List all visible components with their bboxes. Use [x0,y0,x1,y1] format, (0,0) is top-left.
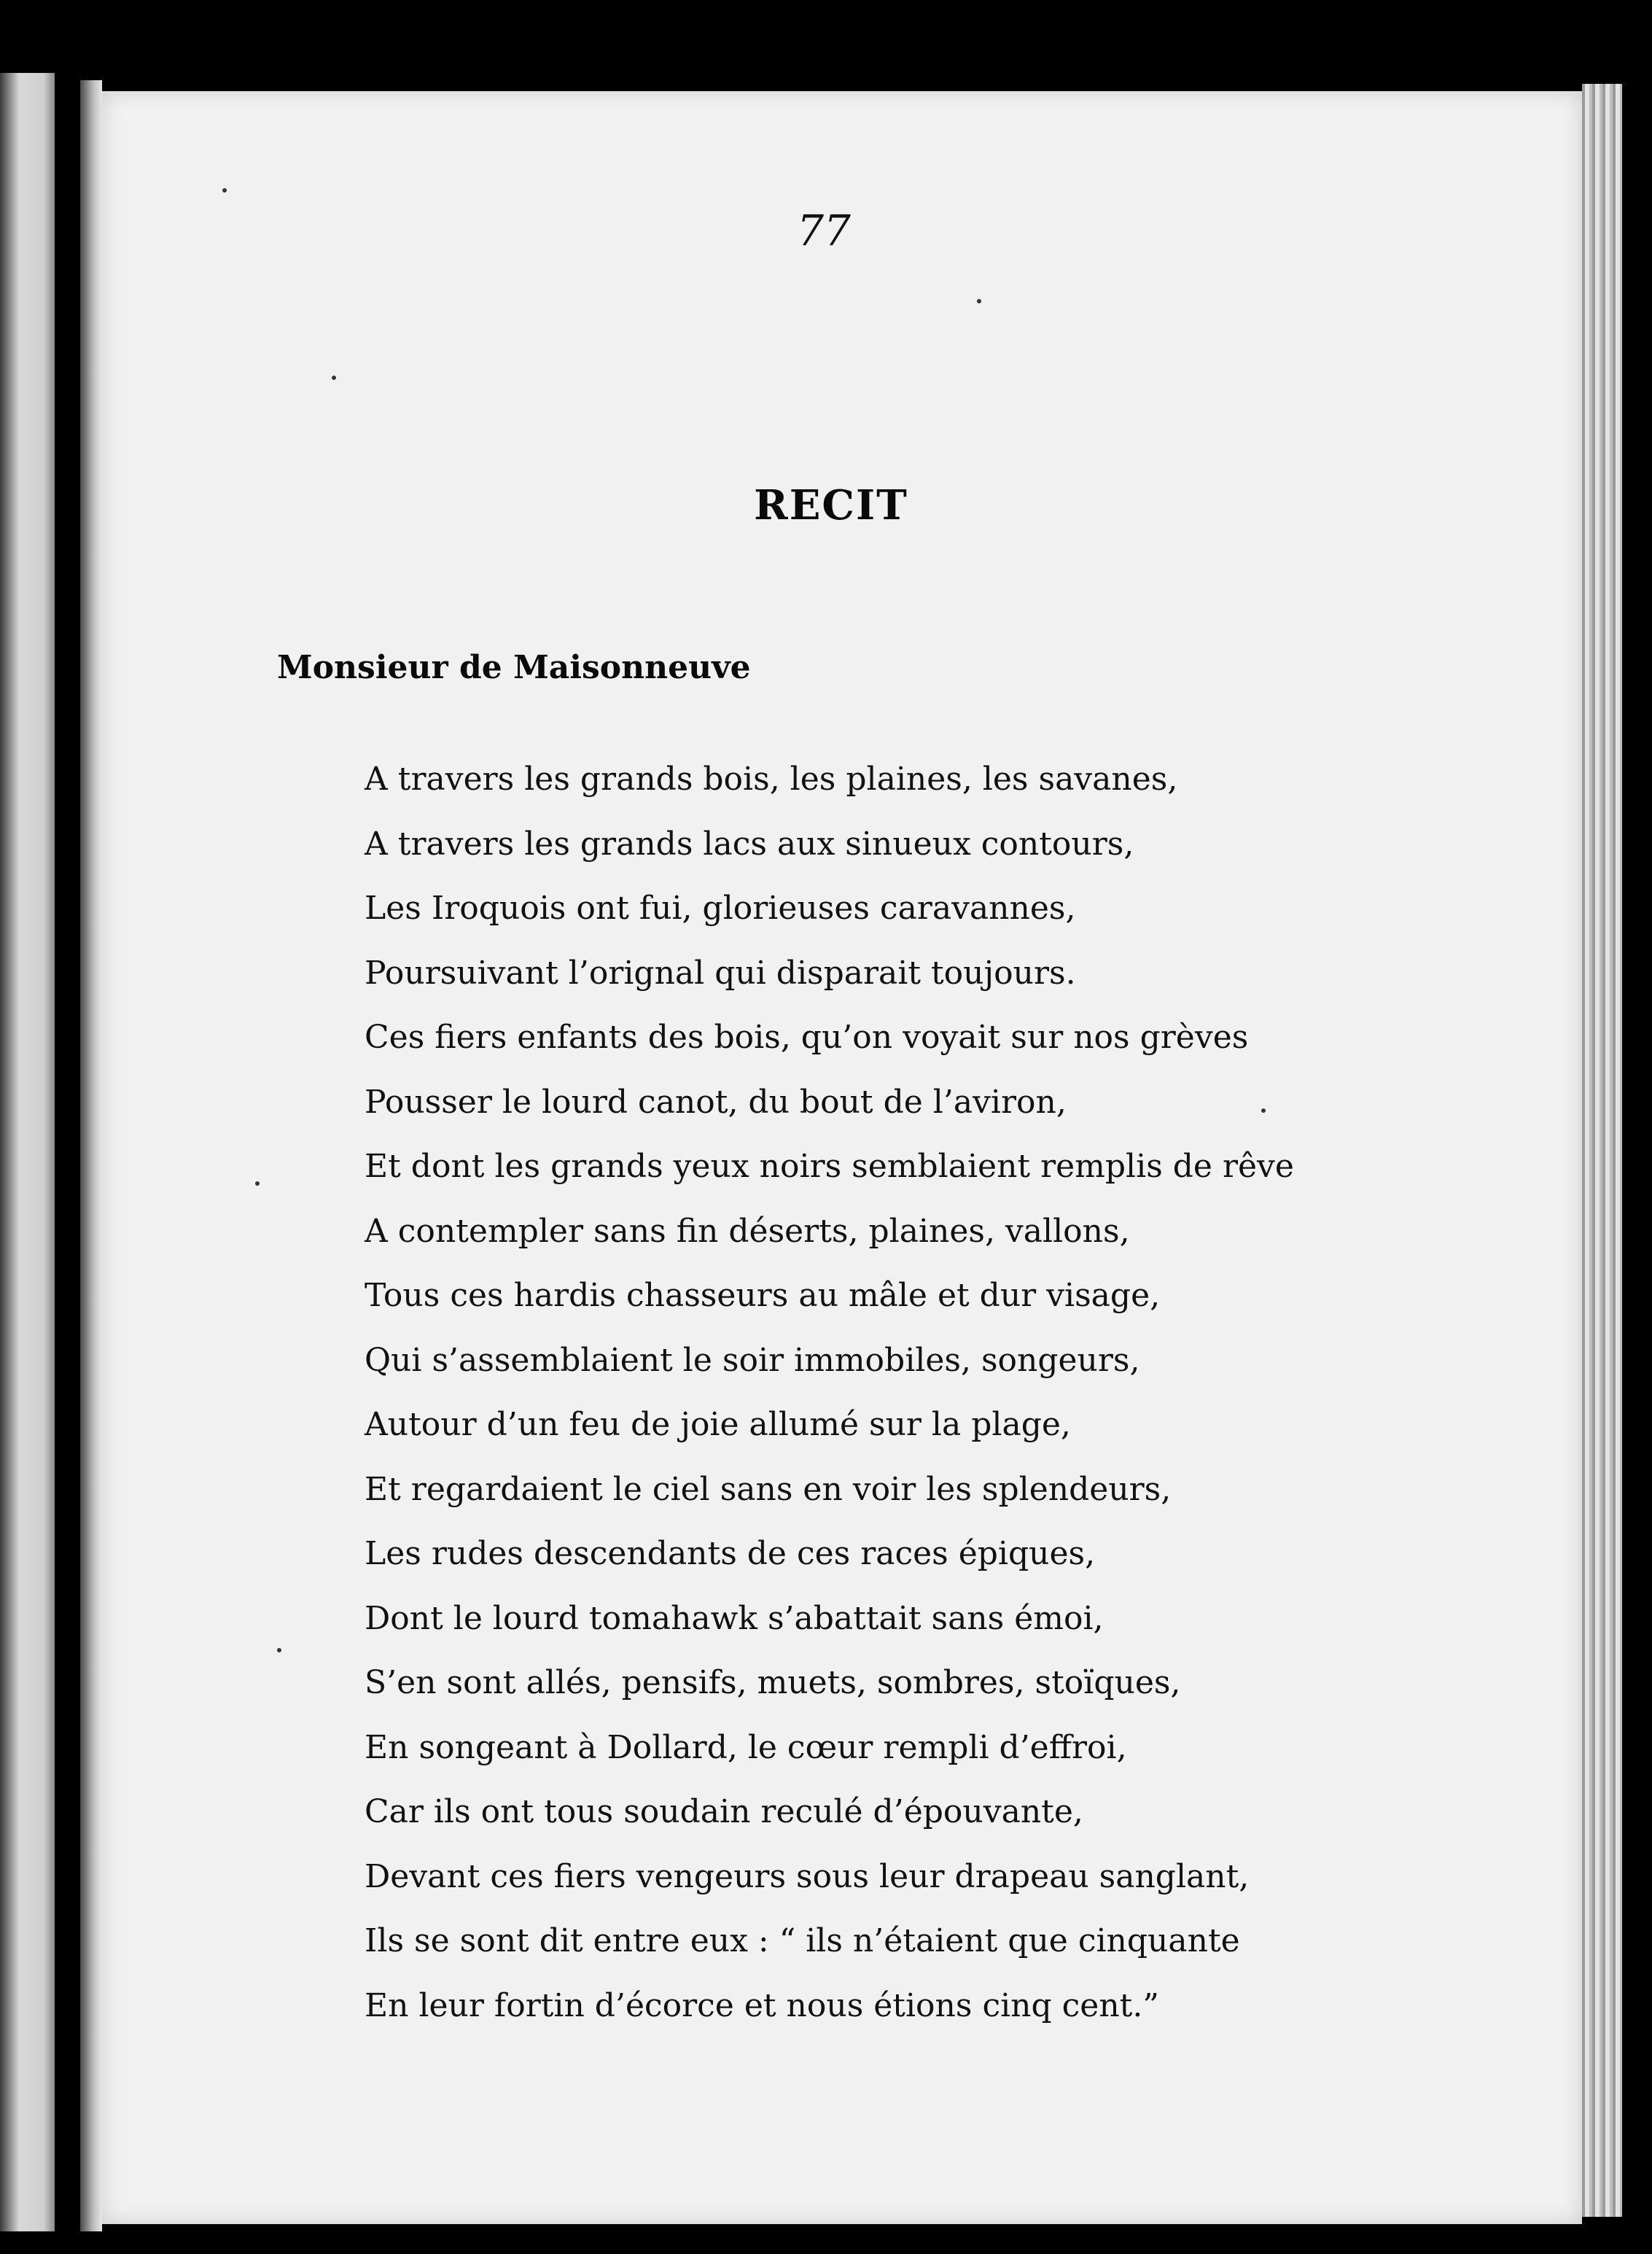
poem-line: Ils se sont dit entre eux : “ ils n’étaient que cinquante [365,1922,1240,1959]
facing-page-edge [0,73,55,2231]
poem-line: Qui s’assemblaient le soir immobiles, songeurs, [365,1341,1140,1379]
scan-speck [977,299,981,303]
book-gutter [80,80,102,2231]
scan-speck [332,376,336,380]
poem-line: Autour d’un feu de joie allumé sur la plage, [365,1406,1071,1443]
poem-line: A travers les grands lacs aux sinueux contours, [365,825,1134,863]
poem-line: Les Iroquois ont fui, glorieuses caravannes, [365,890,1076,927]
poem-line: En leur fortin d’écorce et nous étions cinq cent.” [365,1986,1159,2024]
poem-subtitle: Monsieur de Maisonneuve [277,649,751,686]
scan-speck [222,188,227,193]
poem-line: Pousser le lourd canot, du bout de l’aviron, [365,1083,1067,1121]
scan-speck [277,1648,281,1652]
poem-line: Et regardaient le ciel sans en voir les splendeurs, [365,1470,1172,1508]
poem-line: A contempler sans fin déserts, plaines, vallons, [365,1212,1130,1250]
scan-speck [1261,1108,1266,1113]
poem-line: A travers les grands bois, les plaines, les savanes, [365,761,1178,798]
poem-line: Car ils ont tous soudain reculé d’épouvante, [365,1793,1083,1830]
poem-line: Les rudes descendants de ces races épiques, [365,1535,1096,1572]
poem-line: Tous ces hardis chasseurs au mâle et dur visage, [365,1277,1161,1314]
poem-line: Ces fiers enfants des bois, qu’on voyait sur nos grèves [365,1019,1249,1056]
poem-body [365,747,1385,2038]
page-number: 77 [797,206,851,255]
poem-line: Poursuivant l’orignal qui disparait toujours. [365,954,1076,992]
poem-line: Devant ces fiers vengeurs sous leur drapeau sanglant, [365,1857,1250,1895]
poem-line: S’en sont allés, pensifs, muets, sombres, stoïques, [365,1664,1181,1701]
poem-line: Dont le lourd tomahawk s’abattait sans émoi, [365,1599,1104,1637]
poem-line: En songeant à Dollard, le cœur rempli d’effroi, [365,1728,1127,1766]
page-fore-edge [1582,84,1622,2217]
poem-line: Et dont les grands yeux noirs semblaient remplis de rêve [365,1148,1294,1185]
scan-speck [255,1181,260,1186]
poem-title: RECIT [754,481,908,529]
